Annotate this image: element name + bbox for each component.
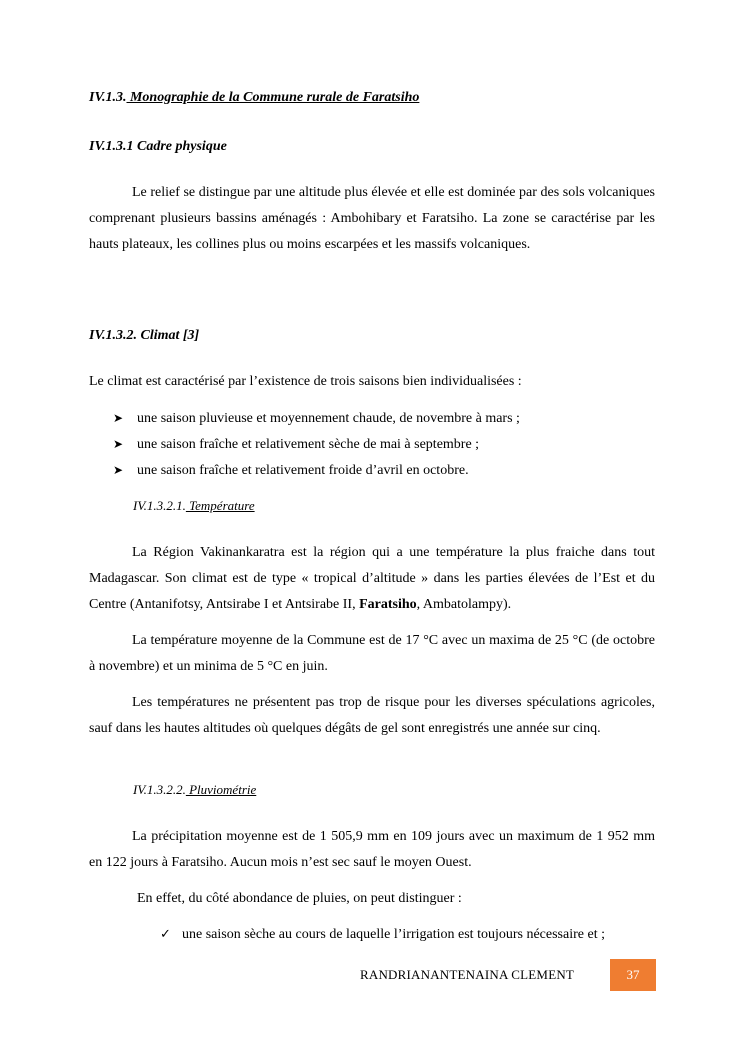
footer-author: RANDRIANANTENAINA CLEMENT: [360, 967, 575, 982]
climat-heading: IV.1.3.2. Climat [3]: [89, 328, 200, 343]
list-item-text: une saison fraîche et relativement froide d’avril en octobre.: [137, 463, 469, 478]
temperature-number: IV.1.3.2.1.: [133, 498, 186, 513]
temperature-subheading: [133, 493, 255, 519]
arrowhead-bullet-icon: ➤: [113, 437, 124, 451]
page-number-badge: 37: [610, 959, 656, 991]
list-item-text: une saison pluvieuse et moyennement chaude, de novembre à mars ;: [137, 411, 520, 426]
temperature-p1-end: , Ambatolampy).: [416, 597, 512, 612]
faratsiho-bold: Faratsiho: [359, 597, 417, 612]
arrowhead-bullet-icon: ➤: [113, 463, 124, 477]
arrowhead-bullet-icon: ➤: [113, 411, 124, 425]
pluviometrie-number: IV.1.3.2.2.: [133, 782, 186, 797]
temperature-paragraph-3: Les températures ne présentent pas trop de risque pour les diverses spéculations agricoles, sauf dans les hautes altitudes où quelques dégâts de gel sont enregistrés une année sur cinq.: [89, 695, 655, 736]
climat-intro: Le climat est caractérisé par l’existence de trois saisons bien individualisées :: [89, 374, 522, 389]
temperature-p1-text: La Région Vakinankaratra est la région qui a une température la plus fraiche dans tout Madagascar. Son climat est de type « tropical d’altitude » dans les parties élevées de l’Est et du Centre (Antanifotsy, Antsirabe I et Antsirabe II,: [89, 545, 655, 612]
pluviometrie-subheading: [133, 777, 256, 803]
pluviometrie-title: Pluviométrie: [185, 782, 257, 797]
list-item: [113, 431, 479, 458]
temperature-title: Température: [185, 498, 255, 513]
cadre-heading: IV.1.3.1 Cadre physique: [89, 139, 227, 154]
cadre-paragraph: Le relief se distingue par une altitude plus élevée et elle est dominée par des sols volcaniques comprenant plusieurs bassins aménagés : Ambohibary et Faratsiho. La zone se caractérise par les hauts plateaux, les collines plus ou moins escarpées et les massifs volcaniques.: [89, 185, 655, 252]
pluviometrie-paragraph-2: En effet, du côté abondance de pluies, on peut distinguer :: [137, 891, 462, 906]
list-item: [113, 457, 469, 484]
list-item-text: une saison fraîche et relativement sèche de mai à septembre ;: [137, 437, 480, 452]
check-list-item: [160, 922, 605, 948]
section-title: Monographie de la Commune rurale de Faratsiho: [126, 90, 420, 105]
temperature-paragraph-2: La température moyenne de la Commune est de 17 °C avec un maxima de 25 °C (de octobre à novembre) et un minima de 5 °C en juin.: [89, 633, 655, 674]
temperature-paragraph-1: [89, 540, 655, 618]
section-heading: [89, 85, 655, 111]
check-list-item-text: une saison sèche au cours de laquelle l’irrigation est toujours nécessaire et ;: [182, 927, 605, 942]
list-item: [113, 405, 520, 432]
pluviometrie-paragraph-1: La précipitation moyenne est de 1 505,9 mm en 109 jours avec un maximum de 1 952 mm en 122 jours à Faratsiho. Aucun mois n’est sec sauf le moyen Ouest.: [89, 829, 655, 870]
section-number: IV.1.3.: [89, 90, 127, 105]
checkmark-icon: ✓: [160, 927, 171, 942]
